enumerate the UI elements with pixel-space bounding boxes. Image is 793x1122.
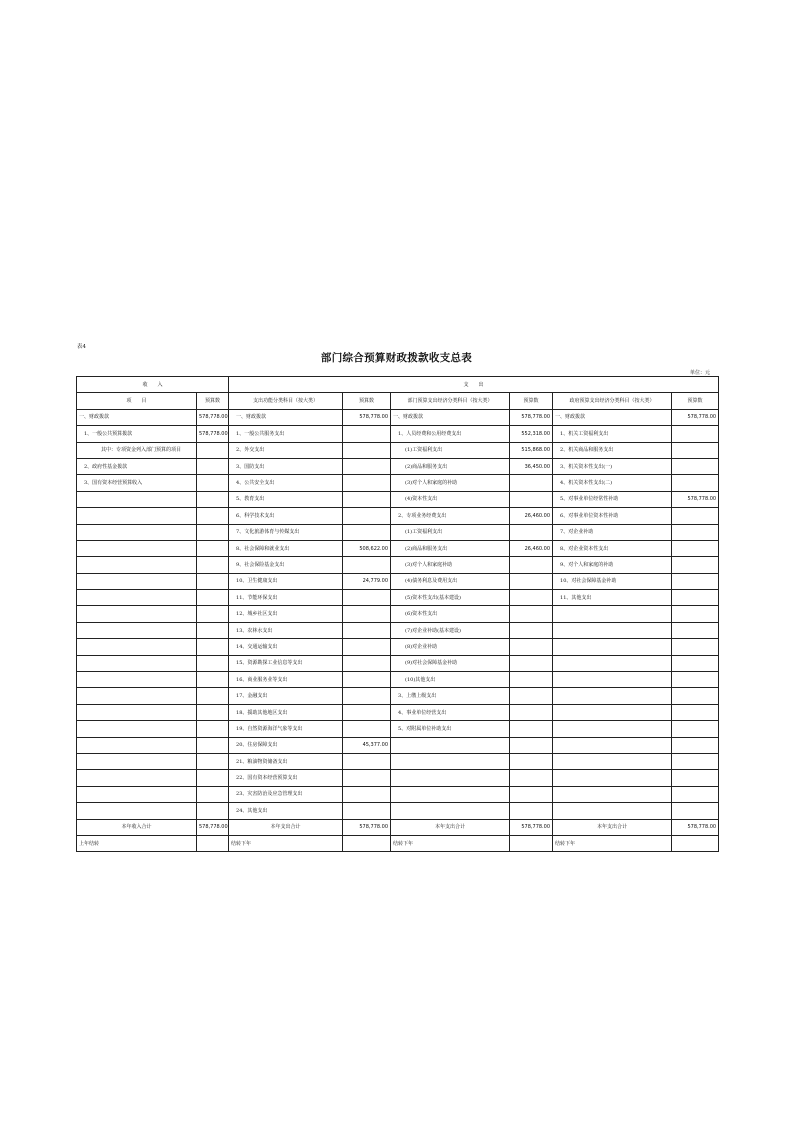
income-item-cell: 3、国有资本经营预算收入 [77, 475, 197, 491]
carry-out-label: 结转下年 [553, 835, 672, 851]
dept-econ-amount-cell [510, 786, 553, 802]
gov-econ-amount-cell [672, 704, 719, 720]
income-item-cell [77, 786, 197, 802]
dept-econ-item-cell [391, 737, 510, 753]
gov-econ-amount-cell [672, 786, 719, 802]
dept-econ-amount-cell [510, 770, 553, 786]
dept-econ-amount-cell [510, 606, 553, 622]
func-class-amount-cell [343, 639, 391, 655]
func-class-amount-cell [343, 655, 391, 671]
gov-econ-amount-cell [672, 606, 719, 622]
dept-econ-amount-cell: 552,318.00 [510, 426, 553, 442]
gov-econ-item-cell: 3、机关资本性支出(一) [553, 458, 672, 474]
dept-econ-item-cell [391, 770, 510, 786]
dept-econ-amount-cell [510, 721, 553, 737]
func-class-amount-cell [343, 803, 391, 819]
table-row [77, 606, 719, 622]
gov-econ-item-cell: 7、对企业补助 [553, 524, 672, 540]
dept-econ-total-label: 本年支出合计 [391, 819, 510, 835]
func-class-item-cell: 一、财政拨款 [229, 409, 343, 425]
func-class-item-cell: 7、文化旅游体育与传媒支出 [229, 524, 343, 540]
func-class-amount-cell [343, 426, 391, 442]
func-class-amount-cell [343, 770, 391, 786]
income-amount-cell [197, 491, 229, 507]
dept-econ-amount-cell [510, 753, 553, 769]
gov-econ-item-cell: 9、对个人和家庭的补助 [553, 557, 672, 573]
func-class-amount-cell: 508,622.00 [343, 540, 391, 556]
func-class-amount-cell: 578,778.00 [343, 409, 391, 425]
func-class-item-cell: 3、国防支出 [229, 458, 343, 474]
func-class-item-cell: 18、援助其他地区支出 [229, 704, 343, 720]
dept-econ-amount-cell [510, 704, 553, 720]
dept-econ-item-cell: (9)对社会保障基金补助 [391, 655, 510, 671]
gov-econ-item-cell [553, 639, 672, 655]
gov-econ-item-cell: 11、其他支出 [553, 590, 672, 606]
item-column-header: 项 目 [77, 393, 197, 409]
income-amount-cell [197, 524, 229, 540]
gov-econ-item-cell: 8、对企业资本性支出 [553, 540, 672, 556]
carry-in-label: 上年结转 [77, 835, 197, 851]
table-row [77, 737, 719, 753]
income-amount-cell [197, 770, 229, 786]
income-total-amount: 578,778.00 [197, 819, 229, 835]
dept-econ-item-cell: (1)工资福利支出 [391, 442, 510, 458]
table-row [77, 803, 719, 819]
income-amount-cell [197, 721, 229, 737]
func-class-amount-cell [343, 606, 391, 622]
dept-econ-item-cell [391, 803, 510, 819]
income-item-cell [77, 753, 197, 769]
dept-econ-amount-cell [510, 688, 553, 704]
income-amount-cell [197, 704, 229, 720]
income-amount-cell [197, 508, 229, 524]
total-row [77, 819, 719, 835]
income-item-cell [77, 606, 197, 622]
column-header-row [77, 393, 719, 409]
func-class-amount-cell [343, 557, 391, 573]
income-item-cell [77, 622, 197, 638]
gov-econ-amount-cell: 578,778.00 [672, 491, 719, 507]
income-amount-cell [197, 688, 229, 704]
gov-econ-amount-cell [672, 508, 719, 524]
dept-econ-column-header: 部门预算支出经济分类科目（按大类） [391, 393, 510, 409]
func-class-item-cell: 8、社会保障和就业支出 [229, 540, 343, 556]
carry-out-amount [343, 835, 391, 851]
income-item-cell [77, 721, 197, 737]
func-class-amount-cell [343, 524, 391, 540]
dept-econ-item-cell: (2)商品和服务支出 [391, 540, 510, 556]
gov-econ-total-label: 本年支出合计 [553, 819, 672, 835]
func-class-item-cell: 5、教育支出 [229, 491, 343, 507]
func-class-amount-cell: 24,779.00 [343, 573, 391, 589]
income-amount-cell [197, 573, 229, 589]
func-class-amount-cell [343, 721, 391, 737]
func-class-amount-cell: 45,377.00 [343, 737, 391, 753]
func-class-amount-cell [343, 786, 391, 802]
dept-econ-item-cell: (10)其他支出 [391, 672, 510, 688]
gov-econ-amount-cell [672, 590, 719, 606]
income-item-cell [77, 803, 197, 819]
income-amount-cell [197, 737, 229, 753]
income-item-cell [77, 704, 197, 720]
gov-econ-amount-cell [672, 442, 719, 458]
income-item-cell: 1、一般公共预算拨款 [77, 426, 197, 442]
income-total-label: 本年收入合计 [77, 819, 197, 835]
gov-econ-item-cell: 一、财政拨款 [553, 409, 672, 425]
gov-econ-item-cell [553, 606, 672, 622]
dept-econ-amount-cell [510, 524, 553, 540]
func-class-item-cell: 4、公共安全支出 [229, 475, 343, 491]
dept-econ-item-cell: 3、上缴上级支出 [391, 688, 510, 704]
func-class-amount-cell [343, 672, 391, 688]
func-class-item-cell: 14、交通运输支出 [229, 639, 343, 655]
dept-econ-amount-cell [510, 639, 553, 655]
income-item-cell [77, 557, 197, 573]
table-row [77, 475, 719, 491]
income-item-cell [77, 540, 197, 556]
dept-econ-item-cell: (4)资本性支出 [391, 491, 510, 507]
gov-econ-amount-cell [672, 458, 719, 474]
amount-column-header: 预算数 [510, 393, 553, 409]
table-row [77, 590, 719, 606]
dept-econ-total-amount: 578,778.00 [510, 819, 553, 835]
gov-econ-amount-cell [672, 672, 719, 688]
gov-econ-item-cell [553, 803, 672, 819]
income-amount-cell: 578,778.00 [197, 426, 229, 442]
dept-econ-amount-cell: 36,450.00 [510, 458, 553, 474]
gov-econ-amount-cell [672, 688, 719, 704]
page-title: 部门综合预算财政拨款收支总表 [320, 352, 473, 364]
func-class-item-cell: 2、外交支出 [229, 442, 343, 458]
dept-econ-item-cell: (5)资本性支出(基本建设) [391, 590, 510, 606]
table-row [77, 458, 719, 474]
carry-out-label: 结转下年 [229, 835, 343, 851]
table-row [77, 655, 719, 671]
func-class-amount-cell [343, 475, 391, 491]
gov-econ-amount-cell [672, 557, 719, 573]
income-item-cell [77, 508, 197, 524]
dept-econ-amount-cell [510, 491, 553, 507]
dept-econ-amount-cell: 515,868.00 [510, 442, 553, 458]
table-row [77, 442, 719, 458]
income-item-cell [77, 491, 197, 507]
income-amount-cell [197, 458, 229, 474]
func-class-item-cell: 20、住房保障支出 [229, 737, 343, 753]
func-class-item-cell: 13、农林水支出 [229, 622, 343, 638]
func-class-item-cell: 21、粮油物资储备支出 [229, 753, 343, 769]
func-class-item-cell: 1、一般公共服务支出 [229, 426, 343, 442]
gov-econ-column-header: 政府预算支出经济分类科目（按大类） [553, 393, 672, 409]
gov-econ-amount-cell [672, 540, 719, 556]
func-class-item-cell: 11、节能环保支出 [229, 590, 343, 606]
income-amount-cell [197, 590, 229, 606]
gov-econ-total-amount: 578,778.00 [672, 819, 719, 835]
income-amount-cell [197, 557, 229, 573]
carry-out-amount [510, 835, 553, 851]
income-item-cell [77, 672, 197, 688]
gov-econ-item-cell: 10、对社会保障基金补助 [553, 573, 672, 589]
dept-econ-amount-cell [510, 803, 553, 819]
dept-econ-amount-cell [510, 573, 553, 589]
func-class-item-cell: 19、自然资源海洋气象等支出 [229, 721, 343, 737]
dept-econ-amount-cell [510, 672, 553, 688]
gov-econ-item-cell: 2、机关商品和服务支出 [553, 442, 672, 458]
dept-econ-amount-cell: 26,460.00 [510, 540, 553, 556]
table-row [77, 704, 719, 720]
income-group-header: 收 入 [77, 377, 229, 393]
income-item-cell [77, 688, 197, 704]
gov-econ-amount-cell [672, 524, 719, 540]
gov-econ-item-cell [553, 655, 672, 671]
func-class-item-cell: 17、金融支出 [229, 688, 343, 704]
gov-econ-amount-cell [672, 475, 719, 491]
dept-econ-amount-cell [510, 557, 553, 573]
gov-econ-item-cell [553, 721, 672, 737]
dept-econ-item-cell: 2、专项业务经费支出 [391, 508, 510, 524]
table-row [77, 524, 719, 540]
gov-econ-item-cell: 5、对事业单位经常性补助 [553, 491, 672, 507]
income-item-cell [77, 655, 197, 671]
table-row [77, 557, 719, 573]
income-item-cell: 其中：专项资金列入部门预算的项目 [77, 442, 197, 458]
dept-econ-item-cell: 4、事业单位经营支出 [391, 704, 510, 720]
func-class-amount-cell [343, 622, 391, 638]
func-class-item-cell: 16、商业服务业等支出 [229, 672, 343, 688]
func-class-item-cell: 10、卫生健康支出 [229, 573, 343, 589]
income-amount-cell [197, 672, 229, 688]
carry-in-amount [197, 835, 229, 851]
dept-econ-item-cell [391, 753, 510, 769]
income-amount-cell: 578,778.00 [197, 409, 229, 425]
gov-econ-amount-cell [672, 737, 719, 753]
dept-econ-item-cell: (7)对企业补助(基本建设) [391, 622, 510, 638]
table-row [77, 491, 719, 507]
income-amount-cell [197, 540, 229, 556]
table-row [77, 688, 719, 704]
gov-econ-item-cell [553, 688, 672, 704]
dept-econ-item-cell: (8)对企业补助 [391, 639, 510, 655]
budget-summary-table [76, 376, 719, 852]
dept-econ-item-cell: (2)商品和服务支出 [391, 458, 510, 474]
dept-econ-item-cell: 1、人员经费和公用经费支出 [391, 426, 510, 442]
income-item-cell [77, 639, 197, 655]
func-class-amount-cell [343, 508, 391, 524]
table-row [77, 540, 719, 556]
table-row [77, 786, 719, 802]
gov-econ-amount-cell [672, 426, 719, 442]
func-class-item-cell: 22、国有资本经营预算支出 [229, 770, 343, 786]
income-amount-cell [197, 655, 229, 671]
func-class-item-cell: 9、社会保险基金支出 [229, 557, 343, 573]
dept-econ-item-cell: 一、财政拨款 [391, 409, 510, 425]
dept-econ-amount-cell [510, 622, 553, 638]
table-row [77, 753, 719, 769]
func-class-amount-cell [343, 688, 391, 704]
dept-econ-amount-cell: 26,460.00 [510, 508, 553, 524]
income-item-cell [77, 590, 197, 606]
income-amount-cell [197, 622, 229, 638]
gov-econ-amount-cell [672, 803, 719, 819]
dept-econ-item-cell: 5、对附属单位补助支出 [391, 721, 510, 737]
table-row [77, 622, 719, 638]
func-class-total-label: 本年支出合计 [229, 819, 343, 835]
table-row [77, 639, 719, 655]
income-item-cell: 2、政府性基金拨款 [77, 458, 197, 474]
dept-econ-item-cell: (1)工资福利支出 [391, 524, 510, 540]
table-row [77, 426, 719, 442]
gov-econ-item-cell [553, 672, 672, 688]
gov-econ-amount-cell [672, 622, 719, 638]
income-amount-cell [197, 753, 229, 769]
income-amount-cell [197, 442, 229, 458]
table-row [77, 672, 719, 688]
amount-column-header: 预算数 [197, 393, 229, 409]
unit-label: 单位：元 [690, 370, 711, 376]
func-class-item-cell: 6、科学技术支出 [229, 508, 343, 524]
gov-econ-item-cell: 4、机关资本性支出(二) [553, 475, 672, 491]
table-row [77, 721, 719, 737]
dept-econ-amount-cell [510, 590, 553, 606]
dept-econ-item-cell: (4)债务利息及费用支出 [391, 573, 510, 589]
gov-econ-amount-cell [672, 721, 719, 737]
table-row [77, 573, 719, 589]
gov-econ-item-cell: 1、机关工资福利支出 [553, 426, 672, 442]
income-amount-cell [197, 475, 229, 491]
dept-econ-item-cell: (3)对个人和家庭补助 [391, 557, 510, 573]
gov-econ-amount-cell: 578,778.00 [672, 409, 719, 425]
table-row [77, 409, 719, 425]
gov-econ-item-cell [553, 737, 672, 753]
income-amount-cell [197, 803, 229, 819]
carry-out-label: 结转下年 [391, 835, 510, 851]
func-class-item-cell: 24、其他支出 [229, 803, 343, 819]
gov-econ-item-cell [553, 704, 672, 720]
carry-out-amount [672, 835, 719, 851]
amount-column-header: 预算数 [672, 393, 719, 409]
gov-econ-amount-cell [672, 639, 719, 655]
group-header-row [77, 377, 719, 393]
table-row [77, 770, 719, 786]
income-item-cell [77, 573, 197, 589]
dept-econ-amount-cell [510, 475, 553, 491]
dept-econ-amount-cell [510, 655, 553, 671]
func-class-amount-cell [343, 704, 391, 720]
income-amount-cell [197, 606, 229, 622]
func-class-item-cell: 15、资源勘探工业信息等支出 [229, 655, 343, 671]
gov-econ-item-cell: 6、对事业单位资本性补助 [553, 508, 672, 524]
func-class-column-header: 支出功能分类科目（按大类） [229, 393, 343, 409]
gov-econ-amount-cell [672, 655, 719, 671]
func-class-amount-cell [343, 753, 391, 769]
gov-econ-amount-cell [672, 770, 719, 786]
gov-econ-item-cell [553, 622, 672, 638]
carry-over-row [77, 835, 719, 851]
gov-econ-amount-cell [672, 753, 719, 769]
table-row [77, 508, 719, 524]
func-class-amount-cell [343, 590, 391, 606]
income-item-cell [77, 737, 197, 753]
income-item-cell: 一、财政拨款 [77, 409, 197, 425]
func-class-amount-cell [343, 442, 391, 458]
func-class-item-cell: 23、灾害防治及应急管理支出 [229, 786, 343, 802]
dept-econ-item-cell: (6)资本性支出 [391, 606, 510, 622]
func-class-item-cell: 12、城乡社区支出 [229, 606, 343, 622]
func-class-amount-cell [343, 458, 391, 474]
dept-econ-amount-cell [510, 737, 553, 753]
gov-econ-item-cell [553, 770, 672, 786]
amount-column-header: 预算数 [343, 393, 391, 409]
income-amount-cell [197, 786, 229, 802]
func-class-total-amount: 578,778.00 [343, 819, 391, 835]
dept-econ-item-cell [391, 786, 510, 802]
income-item-cell [77, 770, 197, 786]
gov-econ-item-cell [553, 753, 672, 769]
expense-group-header: 支 出 [229, 377, 719, 393]
gov-econ-amount-cell [672, 573, 719, 589]
income-item-cell [77, 524, 197, 540]
gov-econ-item-cell [553, 786, 672, 802]
dept-econ-amount-cell: 578,778.00 [510, 409, 553, 425]
table-number: 表4 [77, 344, 86, 350]
dept-econ-item-cell: (3)对个人和家庭的补助 [391, 475, 510, 491]
func-class-amount-cell [343, 491, 391, 507]
income-amount-cell [197, 639, 229, 655]
